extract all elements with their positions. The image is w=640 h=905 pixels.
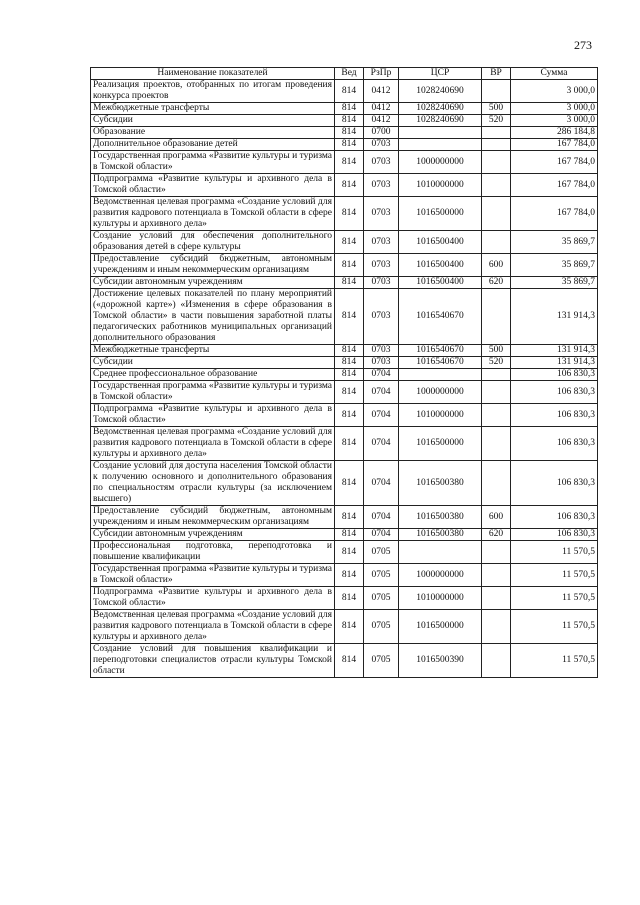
row-csr: 1010000000 [399, 174, 482, 197]
row-ved: 814 [335, 151, 364, 174]
row-ved: 814 [335, 529, 364, 541]
row-name: Подпрограмма «Развитие культуры и архивного дела в Томской области» [91, 174, 335, 197]
row-sum: 3 000,0 [511, 80, 598, 103]
row-vr: 620 [482, 277, 511, 289]
table-row [91, 404, 598, 427]
page-number: 273 [574, 38, 592, 52]
row-ved: 814 [335, 427, 364, 461]
table-row [91, 127, 598, 139]
row-csr: 1016500000 [399, 197, 482, 231]
row-vr: 600 [482, 254, 511, 277]
row-name: Реализация проектов, отобранных по итогам проведения конкурса проектов [91, 80, 335, 103]
row-name: Субсидии [91, 357, 335, 369]
row-rzpr: 0412 [364, 80, 399, 103]
header-vr: ВР [482, 68, 511, 80]
row-rzpr: 0412 [364, 115, 399, 127]
row-vr [482, 541, 511, 564]
row-name: Предоставление субсидий бюджетным, автономным учреждениям и иным некоммерческим организациям [91, 506, 335, 529]
row-name: Ведомственная целевая программа «Создание условий для развития кадрового потенциала в Томской области в сфере культуры и архивного дела» [91, 197, 335, 231]
row-sum: 106 830,3 [511, 461, 598, 506]
row-name: Создание условий для доступа населения Томской области к получению основного и дополнительного образования по специальностям отрасли культуры (за исключением высшего) [91, 461, 335, 506]
row-vr [482, 564, 511, 587]
row-csr [399, 369, 482, 381]
row-csr [399, 127, 482, 139]
row-sum: 131 914,3 [511, 345, 598, 357]
row-csr: 1016500380 [399, 529, 482, 541]
row-sum: 106 830,3 [511, 506, 598, 529]
row-csr: 1016540670 [399, 357, 482, 369]
row-ved: 814 [335, 80, 364, 103]
row-ved: 814 [335, 139, 364, 151]
row-csr: 1028240690 [399, 103, 482, 115]
row-vr: 500 [482, 345, 511, 357]
row-name: Межбюджетные трансферты [91, 103, 335, 115]
row-rzpr: 0703 [364, 151, 399, 174]
row-rzpr: 0705 [364, 587, 399, 610]
row-csr: 1016500000 [399, 427, 482, 461]
row-ved: 814 [335, 174, 364, 197]
row-rzpr: 0703 [364, 277, 399, 289]
row-vr [482, 587, 511, 610]
row-name: Ведомственная целевая программа «Создание условий для развития кадрового потенциала в Томской области в сфере культуры и архивного дела» [91, 610, 335, 644]
row-sum: 131 914,3 [511, 289, 598, 345]
row-ved: 814 [335, 231, 364, 254]
row-sum: 11 570,5 [511, 610, 598, 644]
row-sum: 11 570,5 [511, 541, 598, 564]
row-csr: 1016540670 [399, 289, 482, 345]
table-row [91, 197, 598, 231]
row-csr: 1016500400 [399, 277, 482, 289]
row-name: Ведомственная целевая программа «Создание условий для развития кадрового потенциала в Томской области в сфере культуры и архивного дела» [91, 427, 335, 461]
row-ved: 814 [335, 587, 364, 610]
row-sum: 11 570,5 [511, 587, 598, 610]
row-rzpr: 0703 [364, 231, 399, 254]
row-rzpr: 0705 [364, 564, 399, 587]
row-name: Подпрограмма «Развитие культуры и архивного дела в Томской области» [91, 404, 335, 427]
table-row [91, 115, 598, 127]
row-name: Профессиональная подготовка, переподготовка и повышение квалификации [91, 541, 335, 564]
row-ved: 814 [335, 197, 364, 231]
row-ved: 814 [335, 644, 364, 678]
table-body [91, 80, 598, 678]
row-csr: 1000000000 [399, 151, 482, 174]
row-csr [399, 541, 482, 564]
table-row [91, 254, 598, 277]
row-name: Среднее профессиональное образование [91, 369, 335, 381]
row-ved: 814 [335, 381, 364, 404]
row-csr: 1028240690 [399, 80, 482, 103]
row-vr [482, 231, 511, 254]
row-vr [482, 644, 511, 678]
row-csr: 1000000000 [399, 564, 482, 587]
row-vr [482, 151, 511, 174]
row-csr: 1016500380 [399, 461, 482, 506]
row-vr [482, 127, 511, 139]
table-row [91, 644, 598, 678]
row-ved: 814 [335, 541, 364, 564]
row-sum: 167 784,0 [511, 139, 598, 151]
row-csr: 1016500400 [399, 254, 482, 277]
row-name: Субсидии [91, 115, 335, 127]
row-ved: 814 [335, 564, 364, 587]
row-rzpr: 0705 [364, 541, 399, 564]
row-name: Создание условий для обеспечения дополнительного образования детей в сфере культуры [91, 231, 335, 254]
row-ved: 814 [335, 289, 364, 345]
table-row [91, 381, 598, 404]
row-rzpr: 0704 [364, 427, 399, 461]
row-sum: 167 784,0 [511, 151, 598, 174]
row-name: Дополнительное образование детей [91, 139, 335, 151]
row-vr [482, 610, 511, 644]
row-sum: 286 184,8 [511, 127, 598, 139]
row-ved: 814 [335, 369, 364, 381]
header-ved: Вед [335, 68, 364, 80]
row-rzpr: 0703 [364, 357, 399, 369]
row-name: Достижение целевых показателей по плану мероприятий («дорожной карте») «Изменения в сфере образования в Томской области» в части повышения заработной платы педагогических работников муниципальных организаций дополнительного образования [91, 289, 335, 345]
table-row [91, 369, 598, 381]
row-csr: 1028240690 [399, 115, 482, 127]
row-rzpr: 0704 [364, 369, 399, 381]
row-sum: 3 000,0 [511, 115, 598, 127]
row-ved: 814 [335, 345, 364, 357]
row-sum: 106 830,3 [511, 427, 598, 461]
row-rzpr: 0703 [364, 139, 399, 151]
row-rzpr: 0704 [364, 506, 399, 529]
row-vr [482, 369, 511, 381]
row-sum: 35 869,7 [511, 277, 598, 289]
row-sum: 106 830,3 [511, 404, 598, 427]
table-row [91, 461, 598, 506]
table-row [91, 357, 598, 369]
row-ved: 814 [335, 357, 364, 369]
row-vr [482, 174, 511, 197]
row-rzpr: 0703 [364, 345, 399, 357]
row-vr [482, 427, 511, 461]
table-row [91, 277, 598, 289]
row-csr: 1016500000 [399, 610, 482, 644]
row-csr: 1010000000 [399, 404, 482, 427]
row-rzpr: 0412 [364, 103, 399, 115]
row-name: Подпрограмма «Развитие культуры и архивного дела в Томской области» [91, 587, 335, 610]
table-row [91, 231, 598, 254]
table-row [91, 289, 598, 345]
row-ved: 814 [335, 404, 364, 427]
row-vr [482, 139, 511, 151]
row-rzpr: 0704 [364, 461, 399, 506]
row-csr: 1016500390 [399, 644, 482, 678]
header-name: Наименование показателей [91, 68, 335, 80]
row-csr: 1010000000 [399, 587, 482, 610]
row-vr: 520 [482, 115, 511, 127]
header-csr: ЦСР [399, 68, 482, 80]
row-ved: 814 [335, 103, 364, 115]
row-name: Субсидии автономным учреждениям [91, 277, 335, 289]
table-row [91, 174, 598, 197]
row-name: Субсидии автономным учреждениям [91, 529, 335, 541]
row-vr [482, 381, 511, 404]
table-row [91, 139, 598, 151]
budget-table [90, 67, 598, 678]
table-row [91, 541, 598, 564]
row-sum: 11 570,5 [511, 564, 598, 587]
row-name: Предоставление субсидий бюджетным, автономным учреждениям и иным некоммерческим организациям [91, 254, 335, 277]
table-row [91, 80, 598, 103]
row-ved: 814 [335, 115, 364, 127]
table-row [91, 587, 598, 610]
row-ved: 814 [335, 254, 364, 277]
row-sum: 106 830,3 [511, 369, 598, 381]
row-ved: 814 [335, 277, 364, 289]
row-vr [482, 197, 511, 231]
row-sum: 106 830,3 [511, 529, 598, 541]
row-rzpr: 0703 [364, 254, 399, 277]
row-name: Образование [91, 127, 335, 139]
row-csr: 1016540670 [399, 345, 482, 357]
row-name: Государственная программа «Развитие культуры и туризма в Томской области» [91, 381, 335, 404]
table-row [91, 103, 598, 115]
row-vr [482, 289, 511, 345]
row-sum: 11 570,5 [511, 644, 598, 678]
row-vr: 600 [482, 506, 511, 529]
row-rzpr: 0705 [364, 644, 399, 678]
row-ved: 814 [335, 461, 364, 506]
row-rzpr: 0703 [364, 174, 399, 197]
row-vr [482, 461, 511, 506]
table-header-row [91, 68, 598, 80]
row-vr: 620 [482, 529, 511, 541]
table-row [91, 610, 598, 644]
row-ved: 814 [335, 127, 364, 139]
row-vr [482, 404, 511, 427]
table-row [91, 345, 598, 357]
row-name: Межбюджетные трансферты [91, 345, 335, 357]
row-sum: 106 830,3 [511, 381, 598, 404]
header-sum: Сумма [511, 68, 598, 80]
row-vr: 500 [482, 103, 511, 115]
row-rzpr: 0703 [364, 197, 399, 231]
row-rzpr: 0704 [364, 529, 399, 541]
row-ved: 814 [335, 610, 364, 644]
row-rzpr: 0703 [364, 289, 399, 345]
row-sum: 35 869,7 [511, 231, 598, 254]
table-row [91, 506, 598, 529]
row-sum: 3 000,0 [511, 103, 598, 115]
row-csr [399, 139, 482, 151]
row-rzpr: 0700 [364, 127, 399, 139]
row-ved: 814 [335, 506, 364, 529]
row-rzpr: 0705 [364, 610, 399, 644]
header-rzpr: РзПр [364, 68, 399, 80]
row-name: Государственная программа «Развитие культуры и туризма в Томской области» [91, 151, 335, 174]
row-vr [482, 80, 511, 103]
row-sum: 131 914,3 [511, 357, 598, 369]
table-row [91, 151, 598, 174]
row-name: Создание условий для повышения квалификации и переподготовки специалистов отрасли культуры Томской области [91, 644, 335, 678]
row-sum: 167 784,0 [511, 197, 598, 231]
row-rzpr: 0704 [364, 404, 399, 427]
row-name: Государственная программа «Развитие культуры и туризма в Томской области» [91, 564, 335, 587]
table-row [91, 564, 598, 587]
table-row [91, 529, 598, 541]
table-row [91, 427, 598, 461]
row-csr: 1000000000 [399, 381, 482, 404]
row-vr: 520 [482, 357, 511, 369]
row-rzpr: 0704 [364, 381, 399, 404]
row-sum: 167 784,0 [511, 174, 598, 197]
row-sum: 35 869,7 [511, 254, 598, 277]
row-csr: 1016500380 [399, 506, 482, 529]
row-csr: 1016500400 [399, 231, 482, 254]
